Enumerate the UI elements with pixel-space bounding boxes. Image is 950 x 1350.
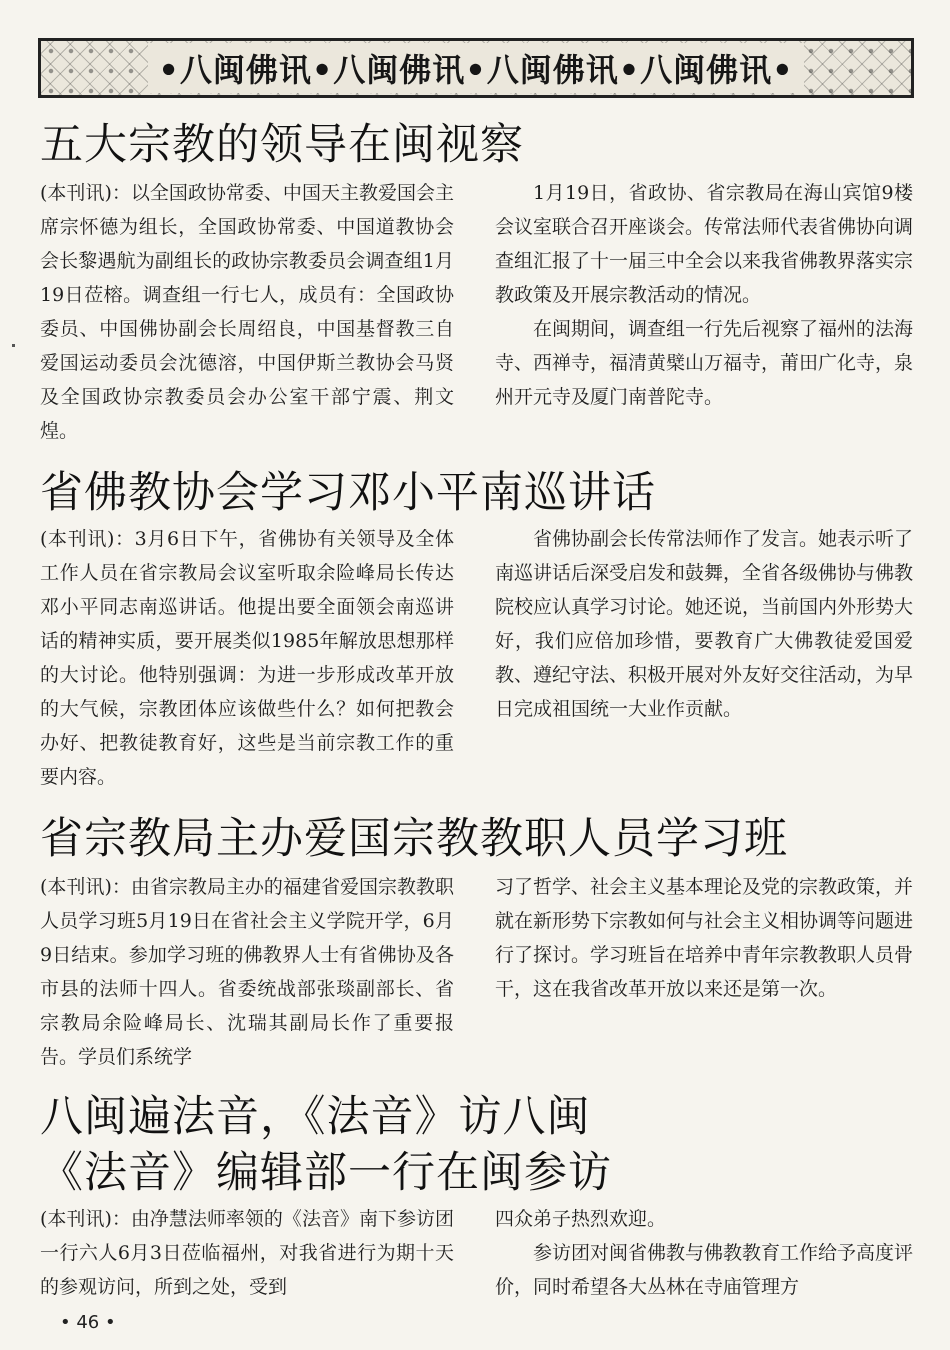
section-banner (38, 38, 914, 98)
scan-mark (12, 344, 15, 347)
article-4-right-column (495, 1202, 913, 1304)
article-2-right-paragraph: 省佛协副会长传常法师作了发言。她表示听了南巡讲话后深受启发和鼓舞，全省各级佛协与佛教院校应认真学习讨论。她还说，当前国内外形势大好，我们应倍加珍惜，要教育广大佛教徒爱国爱教、遵纪守法、积极开展对外友好交往活动，为早日完成祖国统一大业作贡献。 (495, 528, 914, 720)
article-4-headline: 八闽遍法音，《法音》访八闽 (40, 1092, 591, 1142)
page-number: • 46 • (60, 1312, 116, 1333)
article-4-subheadline: 《法音》编辑部一行在闽参访 (40, 1148, 612, 1198)
article-4-left-paragraph: (本刊讯)：由净慧法师率领的《法音》南下参访团一行六人6月3日莅临福州，对我省进行为期十天的参观访问，所到之处，受到 (40, 1208, 454, 1298)
article-4-right-paragraph-1: 四众弟子热烈欢迎。 (495, 1208, 667, 1230)
article-2-left-paragraph: (本刊讯)：3月6日下午，省佛协有关领导及全体工作人员在省宗教局会议室听取余险峰局长传达邓小平同志南巡讲话。他提出要全面领会南巡讲话的精神实质，要开展类似1985年解放思想那样的大讨论。他特别强调：为进一步形成改革开放的大气候，宗教团体应该做些什么？如何把教会办好、把教徒教育好，这些是当前宗教工作的重要内容。 (40, 528, 454, 788)
article-1-right-paragraph-1: 1月19日，省政协、省宗教局在海山宾馆9楼会议室联合召开座谈会。传常法师代表省佛协向调查组汇报了十一届三中全会以来我省佛教界落实宗教政策及开展宗教活动的情况。 (495, 182, 914, 306)
article-4-left-column (40, 1202, 454, 1304)
article-1-headline: 五大宗教的领导在闽视察 (40, 120, 524, 170)
article-3-right-column (495, 870, 913, 1006)
banner-text: •八闽佛讯•八闽佛讯•八闽佛讯•八闽佛讯• (148, 43, 803, 93)
article-4-right-paragraph-2: 参访团对闽省佛教与佛教教育工作给予高度评价，同时希望各大丛林在寺庙管理方 (495, 1242, 914, 1298)
article-2-headline: 省佛教协会学习邓小平南巡讲话 (40, 468, 656, 518)
article-2-left-column (40, 522, 454, 794)
article-1-right-column (495, 176, 913, 414)
article-1-left-column (40, 176, 454, 448)
article-1-right-paragraph-2: 在闽期间，调查组一行先后视察了福州的法海寺、西禅寺，福清黄檗山万福寺，莆田广化寺，泉州开元寺及厦门南普陀寺。 (495, 318, 914, 408)
article-3-left-column (40, 870, 454, 1074)
article-3-right-paragraph: 习了哲学、社会主义基本理论及党的宗教政策，并就在新形势下宗教如何与社会主义相协调等问题进行了探讨。学习班旨在培养中青年宗教教职人员骨干，这在我省改革开放以来还是第一次。 (495, 876, 914, 1000)
article-3-headline: 省宗教局主办爱国宗教教职人员学习班 (40, 814, 788, 864)
article-3-left-paragraph: (本刊讯)：由省宗教局主办的福建省爱国宗教教职人员学习班5月19日在省社会主义学院开学，6月9日结束。参加学习班的佛教界人士有省佛协及各市县的法师十四人。省委统战部张琰副部长、省宗教局余险峰局长、沈瑞其副局长作了重要报告。学员们系统学 (40, 876, 454, 1068)
article-1-left-paragraph: (本刊讯)：以全国政协常委、中国天主教爱国会主席宗怀德为组长，全国政协常委、中国道教协会会长黎遇航为副组长的政协宗教委员会调查组1月19日莅榕。调查组一行七人，成员有：全国政协委员、中国佛协副会长周绍良，中国基督教三自爱国运动委员会沈德溶，中国伊斯兰教协会马贤及全国政协宗教委员会办公室干部宁震、荆文煌。 (40, 182, 454, 442)
article-2-right-column (495, 522, 913, 726)
